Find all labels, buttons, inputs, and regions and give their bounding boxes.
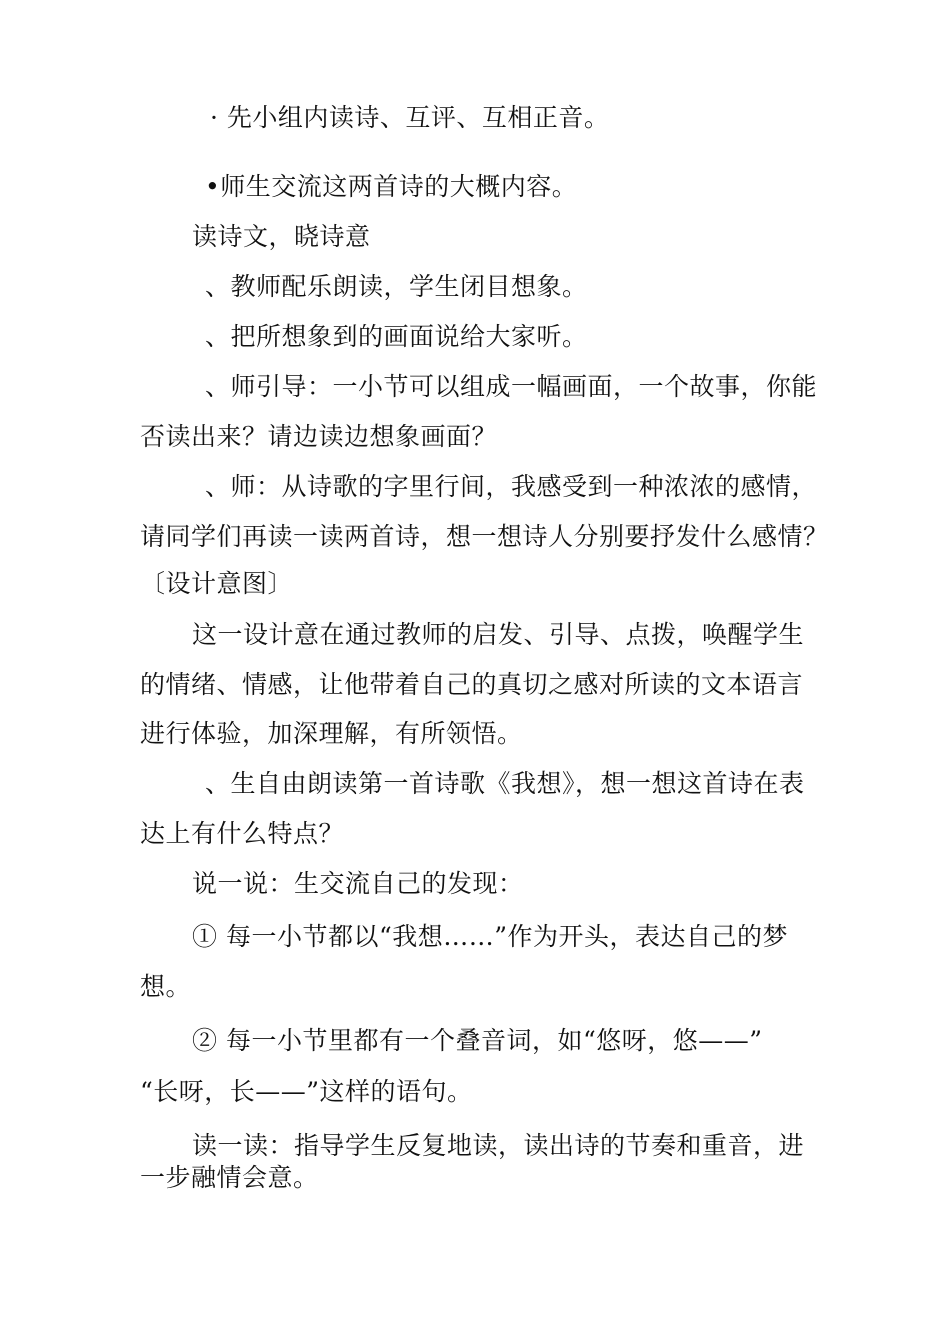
text-line: · 先小组内读诗、互评、互相正音。 — [210, 103, 610, 132]
text-line: 想。 — [140, 972, 192, 1001]
text-line: ② 每一小节里都有一个叠音词，如“悠呀，悠——” — [192, 1026, 763, 1055]
text-line: 、师：从诗歌的字里行间，我感受到一种浓浓的感情， — [205, 472, 818, 501]
text-line: 进行体验，加深理解，有所领悟。 — [140, 719, 523, 748]
text-line: 读诗文，晓诗意 — [192, 222, 371, 251]
text-line: 请同学们再读一读两首诗，想一想诗人分别要抒发什么感情？ — [140, 522, 829, 551]
text-line: 说一说：生交流自己的发现： — [192, 869, 524, 898]
text-line: 、师引导：一小节可以组成一幅画面，一个故事，你能 — [205, 372, 818, 401]
text-line: •师生交流这两首诗的大概内容。 — [205, 172, 578, 201]
text-line: ① 每一小节都以“我想……”作为开头，表达自己的梦 — [192, 922, 789, 951]
text-line: 达上有什么特点？ — [140, 819, 345, 848]
text-line: 、把所想象到的画面说给大家听。 — [205, 322, 588, 351]
text-line: 、教师配乐朗读，学生闭目想象。 — [205, 272, 588, 301]
text-line: “长呀，长——”这样的语句。 — [140, 1077, 473, 1106]
text-line: 这一设计意在通过教师的启发、引导、点拨，唤醒学生 — [192, 620, 805, 649]
text-line: 读一读：指导学生反复地读，读出诗的节奏和重音，进 — [192, 1131, 805, 1160]
text-line: 、生自由朗读第一首诗歌《我想》，想一想这首诗在表 — [205, 769, 805, 798]
text-line: 〔设计意图〕 — [140, 569, 294, 598]
text-line: 否读出来？请边读边想象画面？ — [140, 422, 498, 451]
text-line: 的情绪、情感，让他带着自己的真切之感对所读的文本语言 — [140, 670, 804, 699]
text-line: 一步融情会意。 — [140, 1163, 319, 1192]
